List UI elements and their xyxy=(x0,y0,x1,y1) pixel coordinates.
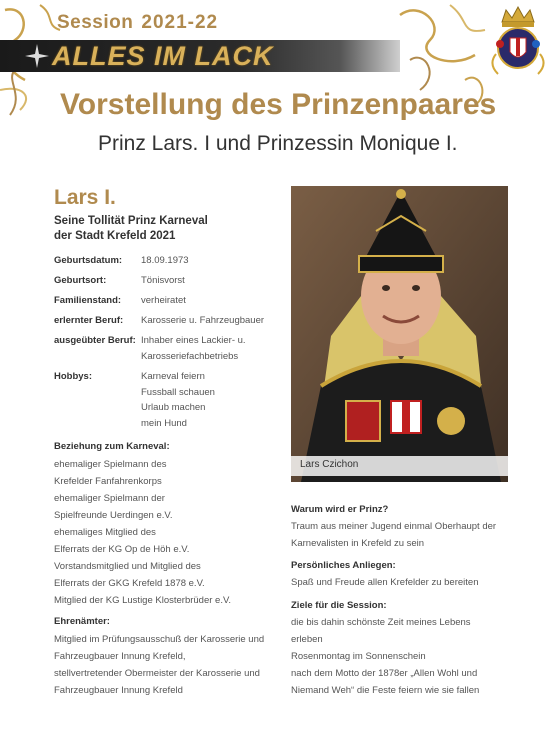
ehrenamt-line: Mitglied im Prüfungsausschuß der Karosserie und xyxy=(54,634,265,645)
beziehung-line: Elferrats der GKG Krefeld 1878 e.V. xyxy=(54,578,205,589)
fact-label: ausgeübter Beruf: xyxy=(54,335,136,346)
section-heading-anliegen: Persönliches Anliegen: xyxy=(291,560,396,571)
ziele-line: Rosenmontag im Sonnenschein xyxy=(291,651,426,662)
beziehung-line: Elferrats der KG Op de Höh e.V. xyxy=(54,544,190,555)
fact-label: erlernter Beruf: xyxy=(54,315,124,326)
photo-caption: Lars Czichon xyxy=(300,459,359,470)
prince-title xyxy=(54,214,208,244)
beziehung-line: Spielfreunde Uerdingen e.V. xyxy=(54,510,173,521)
section-heading-warum: Warum wird er Prinz? xyxy=(291,504,389,515)
beziehung-line: ehemaliges Mitglied des xyxy=(54,527,156,538)
session-year: 2021-22 xyxy=(141,12,219,33)
page-subtitle: Prinz Lars. I und Prinzessin Monique I. xyxy=(98,132,458,155)
fact-value: Inhaber eines Lackier- u. Karosseriefachbetriebs xyxy=(141,335,246,362)
beziehung-line: Mitglied der KG Lustige Klosterbrüder e.V. xyxy=(54,595,232,606)
ziele-line: erleben xyxy=(291,634,323,645)
ehrenamt-line: stellvertretender Obermeister der Karosserie und xyxy=(54,668,260,679)
portrait-illustration xyxy=(291,186,508,482)
fact-value: 18.09.1973 xyxy=(141,255,189,266)
fact-label: Geburtsdatum: xyxy=(54,255,123,266)
prince-name: Lars I. xyxy=(54,186,116,209)
sparkle-icon xyxy=(22,40,52,72)
section-heading-ehrenaemter: Ehrenämter: xyxy=(54,616,110,627)
ehrenamt-line: Fahrzeugbauer Innung Krefeld xyxy=(54,685,183,696)
fact-label: Geburtsort: xyxy=(54,275,107,286)
fact-label: Hobbys: xyxy=(54,371,92,382)
fact-value: Tönisvorst xyxy=(141,275,185,286)
prince-title-line1: Seine Tollität Prinz Karneval xyxy=(54,215,208,227)
warum-line: Karnevalisten in Krefeld zu sein xyxy=(291,538,425,549)
prince-title-line2: der Stadt Krefeld 2021 xyxy=(54,230,176,242)
ziele-line: die bis dahin schönste Zeit meines Lebens xyxy=(291,617,471,628)
section-heading-ziele: Ziele für die Session: xyxy=(291,600,387,611)
session-label xyxy=(57,12,218,34)
ehrenamt-line: Fahrzeugbauer Innung Krefeld, xyxy=(54,651,186,662)
fact-value: Karneval feiern Fussball schauen Urlaub machen mein Hund xyxy=(141,371,215,429)
ziele-line: Niemand Weh“ die Feste feiern wie sie fallen xyxy=(291,685,480,696)
fact-label: Familienstand: xyxy=(54,295,122,306)
page-title: Vorstellung des Prinzenpaares xyxy=(60,88,497,121)
warum-line: Traum aus meiner Jugend einmal Oberhaupt der xyxy=(291,521,497,532)
motto-text: ALLES IM LACK xyxy=(52,41,274,71)
beziehung-line: Krefelder Fanfahrenkorps xyxy=(54,476,162,487)
anliegen-line: Spaß und Freude allen Krefelder zu bereiten xyxy=(291,577,479,588)
ziele-line: nach dem Motto der 1878er „Allen Wohl und xyxy=(291,668,478,679)
fact-value: verheiratet xyxy=(141,295,186,306)
section-heading-beziehung: Beziehung zum Karneval: xyxy=(54,441,170,452)
carnival-crest-logo xyxy=(488,4,548,82)
prince-portrait-photo xyxy=(291,186,508,482)
fact-value: Karosserie u. Fahrzeugbauer xyxy=(141,315,265,326)
beziehung-line: ehemaliger Spielmann der xyxy=(54,493,165,504)
session-word: Session xyxy=(57,12,134,33)
beziehung-line: ehemaliger Spielmann des xyxy=(54,459,167,470)
beziehung-line: Vorstandsmitglied und Mitglied des xyxy=(54,561,201,572)
